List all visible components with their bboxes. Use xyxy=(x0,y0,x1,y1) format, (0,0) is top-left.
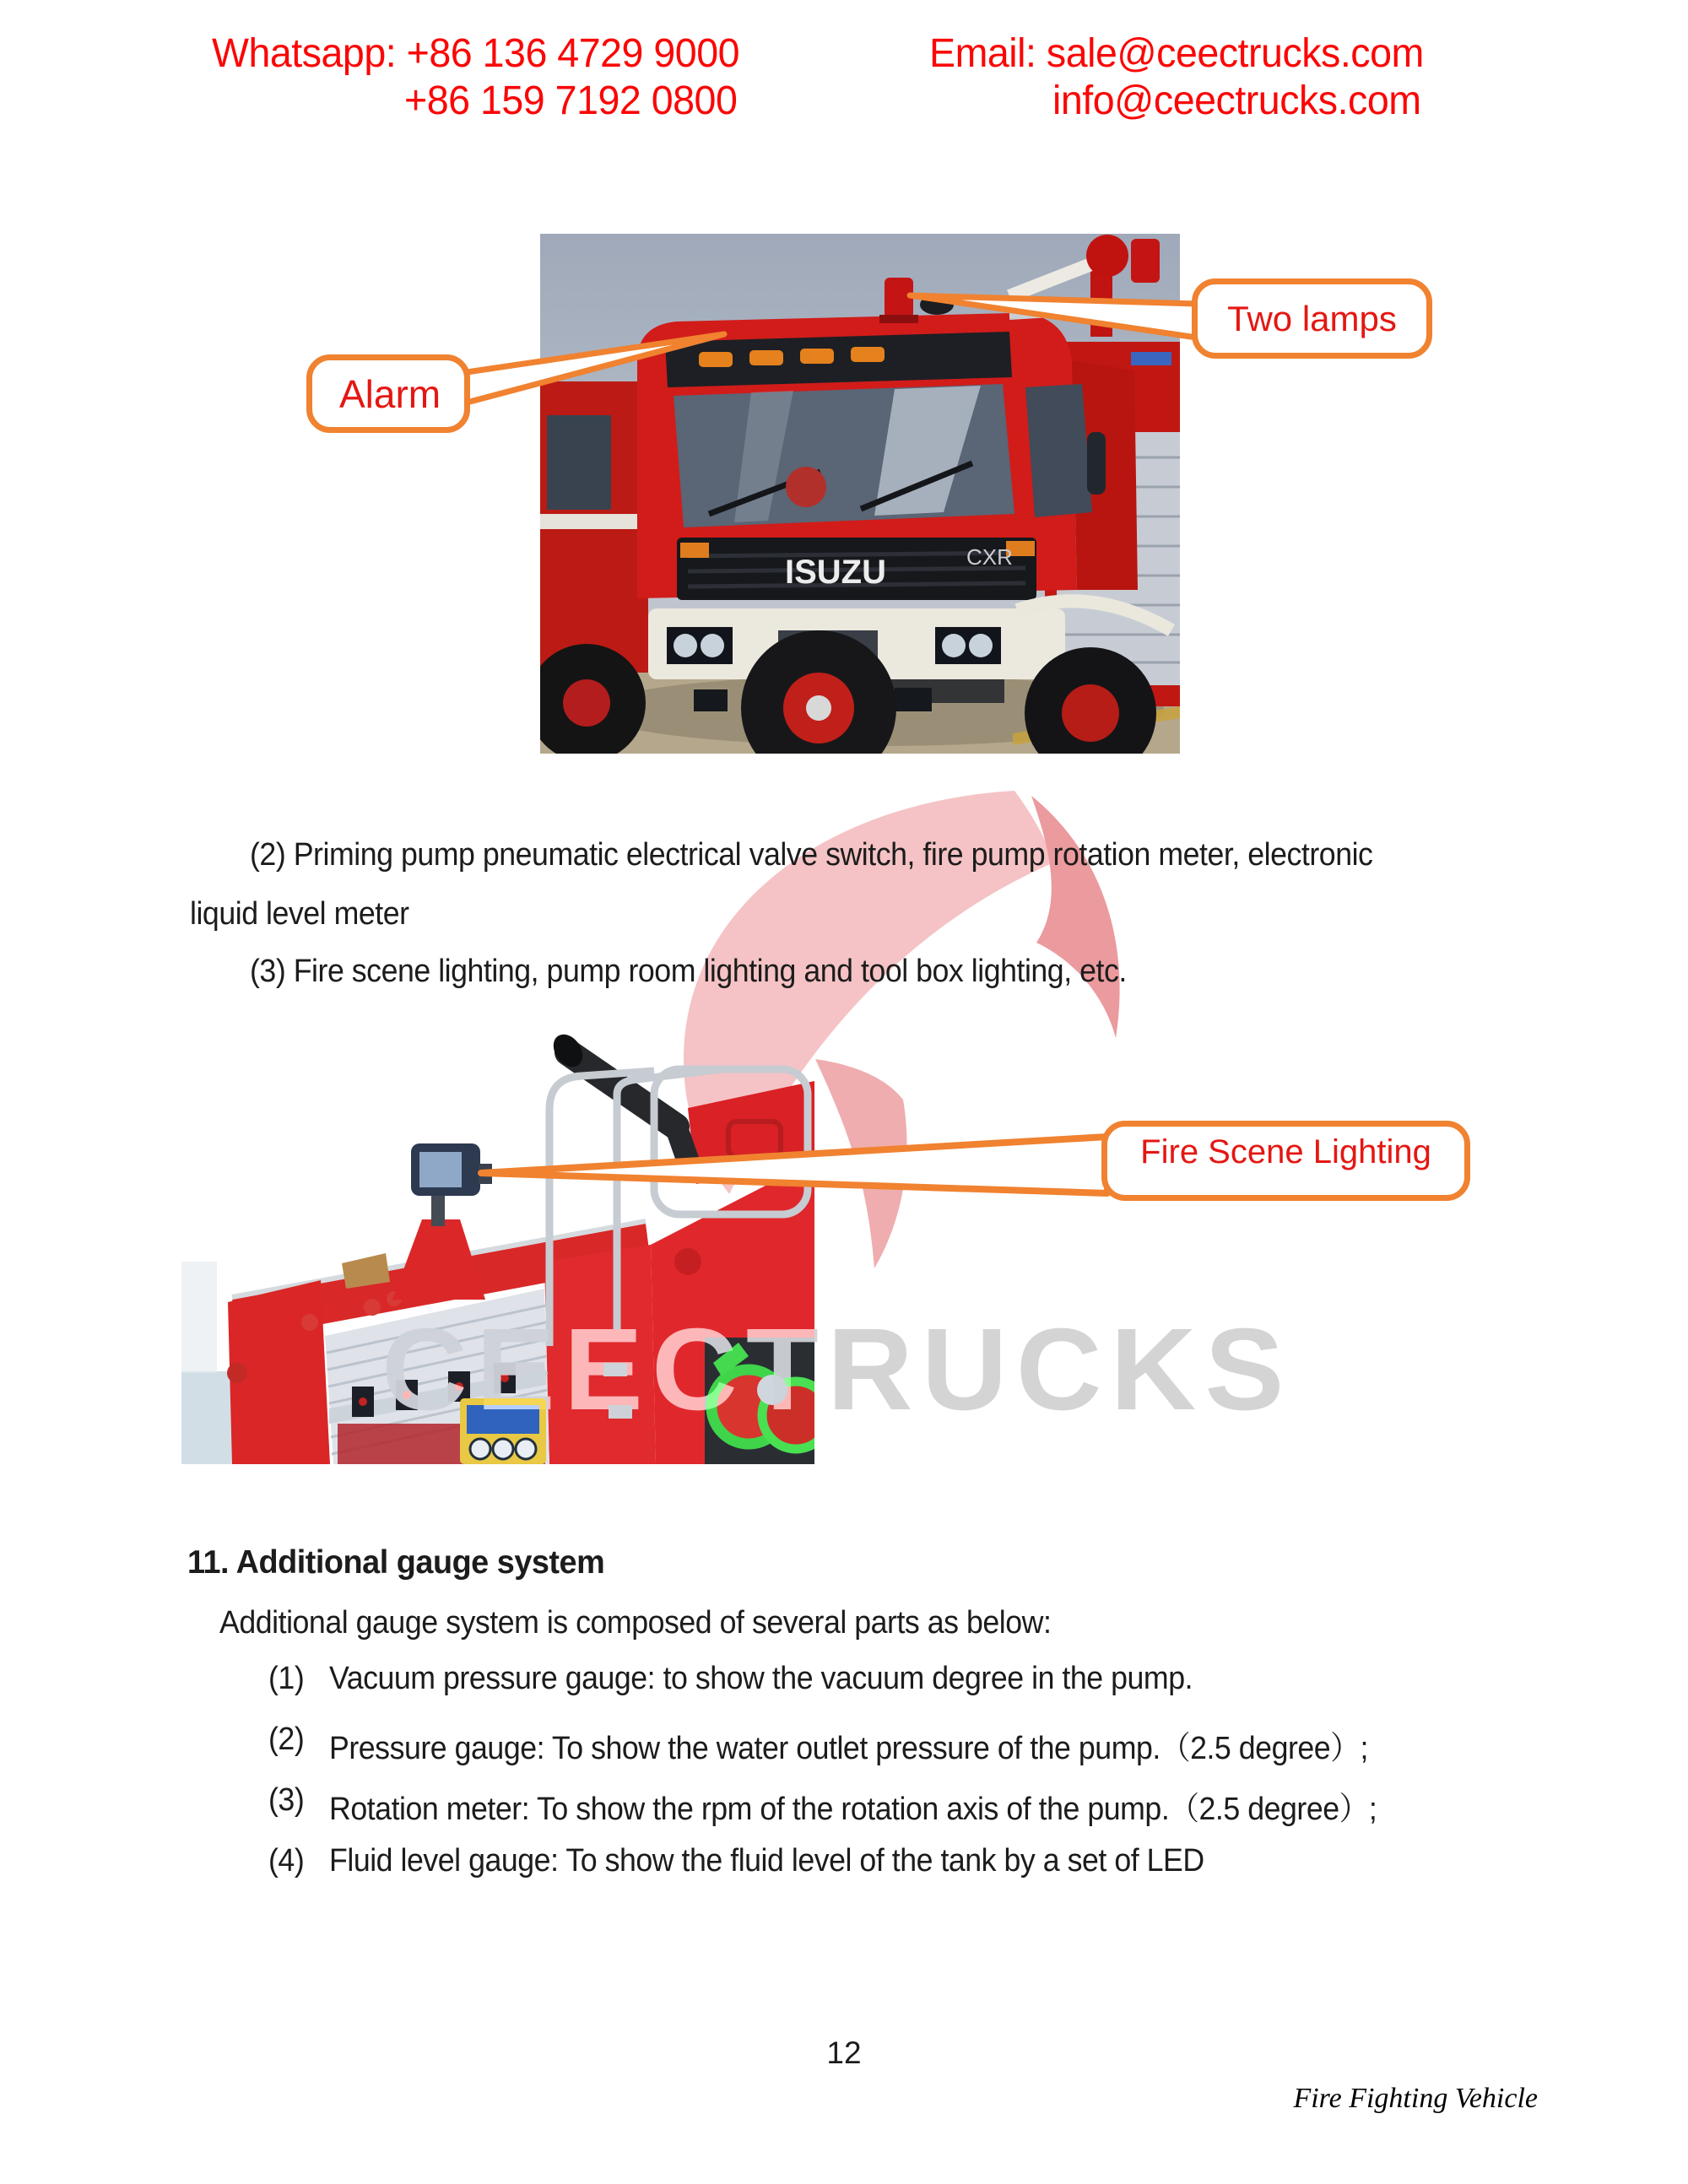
callout-alarm xyxy=(306,354,470,433)
beacon-lamp-left xyxy=(885,278,913,318)
list-item-number: (3) xyxy=(268,1782,305,1818)
spotlight-lens xyxy=(419,1152,462,1187)
section11-intro: Additional gauge system is composed of several parts as below: xyxy=(219,1605,1052,1641)
spotlight-mount xyxy=(392,1219,485,1300)
blue-beacon xyxy=(1131,352,1171,365)
section11-heading: 11. Additional gauge system xyxy=(187,1544,605,1581)
callout-two-lamps xyxy=(1192,278,1432,359)
header-email-line2: info@ceectrucks.com xyxy=(1052,78,1421,123)
door-window xyxy=(1025,384,1092,517)
list-item-number: (1) xyxy=(268,1661,305,1696)
list-item-text: Pressure gauge: To show the water outlet pressure of the pump.（2.5 degree）; xyxy=(329,1731,1368,1766)
upper-red-slab xyxy=(688,1081,814,1184)
isuzu-badge: ISUZU xyxy=(785,554,886,591)
body-item2-line1: (2) Priming pump pneumatic electrical valve switch, fire pump rotation meter, electronic xyxy=(250,837,1373,873)
side-mirror xyxy=(1087,432,1106,495)
callout-alarm-label: Alarm xyxy=(339,371,441,416)
header-whatsapp-line1: Whatsapp: +86 136 4729 9000 xyxy=(212,31,740,76)
list-item-number: (2) xyxy=(268,1722,305,1757)
beacon-lamp-right xyxy=(1131,239,1160,283)
list-item-text: Vacuum pressure gauge: to show the vacuum degree in the pump. xyxy=(329,1661,1193,1696)
header-whatsapp-line2: +86 159 7192 0800 xyxy=(404,78,738,123)
red-knob xyxy=(674,1248,701,1275)
fog-lamp-left xyxy=(694,689,728,711)
callout-two-lamps-label: Two lamps xyxy=(1227,298,1397,338)
spotlight-bracket xyxy=(479,1164,492,1184)
page-number: 12 xyxy=(826,2035,862,2070)
fire-scene-spotlight xyxy=(392,1143,492,1300)
spotlight-pole xyxy=(431,1196,445,1226)
neighbor-truck xyxy=(540,381,648,754)
front-mirror xyxy=(786,467,826,507)
turn-lamp-left xyxy=(680,543,709,558)
list-item-text: Fluid level gauge: To show the fluid level of the tank by a set of LED xyxy=(329,1843,1204,1879)
body-item3: (3) Fire scene lighting, pump room lighting and tool box lighting, etc. xyxy=(250,954,1127,989)
air-horn xyxy=(920,295,954,315)
fog-lamp-right xyxy=(895,688,932,711)
callout-fire-scene-lighting xyxy=(1101,1121,1470,1201)
callout-fire-scene-label: Fire Scene Lighting xyxy=(1140,1133,1431,1170)
document-title: Fire Fighting Vehicle xyxy=(1293,2083,1538,2114)
header-email-line1: Email: sale@ceectrucks.com xyxy=(929,31,1424,76)
photo-truck-front xyxy=(540,234,1180,754)
watermark-text: CEECTRUCKS xyxy=(381,1305,1293,1435)
list-item-text: Rotation meter: To show the rpm of the rotation axis of the pump.（2.5 degree）; xyxy=(329,1792,1377,1827)
body-item2-line2: liquid level meter xyxy=(190,896,409,932)
cxr-badge: CXR xyxy=(966,544,1013,570)
list-item-number: (4) xyxy=(268,1843,305,1879)
grille xyxy=(677,538,1036,600)
